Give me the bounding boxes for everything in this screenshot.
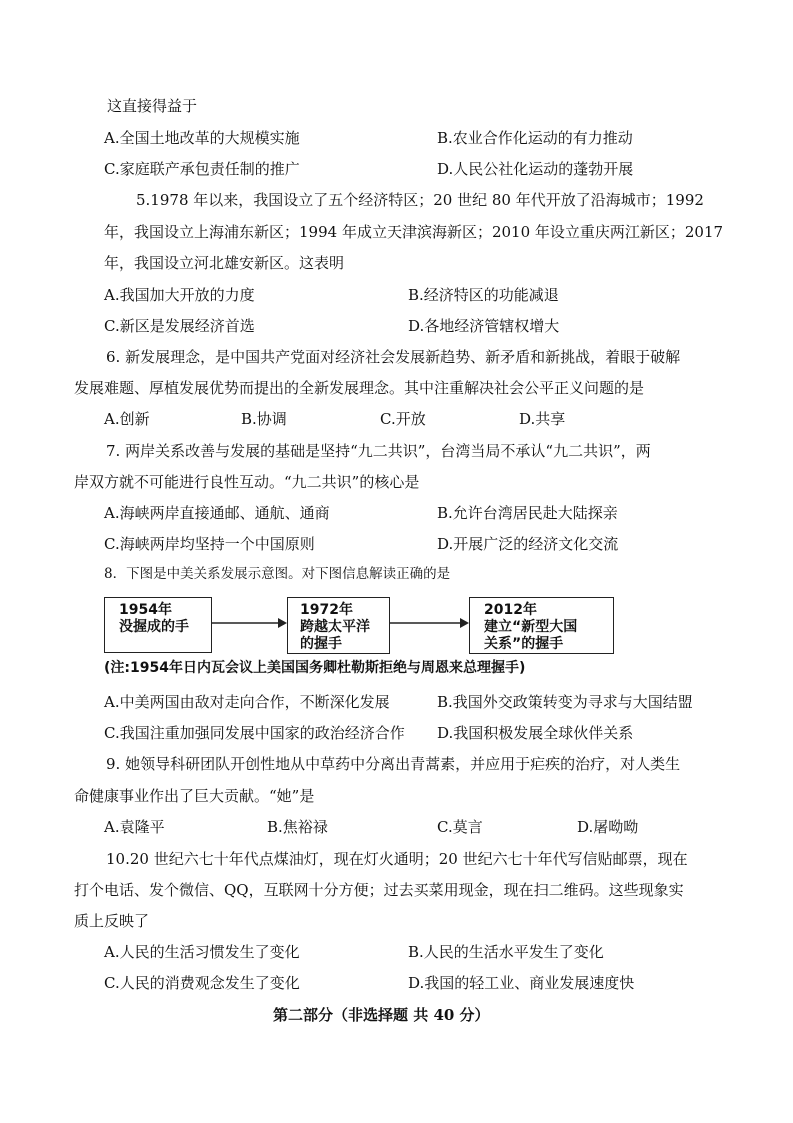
q6-option-d[interactable]: D.共享 bbox=[519, 410, 566, 428]
q8-option-d[interactable]: D.我国积极发展全球伙伴关系 bbox=[437, 724, 634, 742]
q4-stem-continuation: 这直接得益于 bbox=[107, 97, 198, 115]
q5-stem-line-3: 年，我国设立河北雄安新区。这表明 bbox=[104, 254, 345, 272]
q7-stem-line-1: 7. 两岸关系改善与发展的基础是坚持“九二共识”，台湾当局不承认“九二共识”，两 bbox=[106, 442, 651, 460]
q8-option-b[interactable]: B.我国外交政策转变为寻求与大国结盟 bbox=[437, 693, 693, 711]
q7-option-b[interactable]: B.允许台湾居民赴大陆探亲 bbox=[437, 504, 618, 522]
q8-option-c[interactable]: C.我国注重加强同发展中国家的政治经济合作 bbox=[104, 724, 405, 742]
q6-stem-line-1: 6. 新发展理念，是中国共产党面对经济社会发展新趋势、新矛盾和新挑战，着眼于破解 bbox=[106, 348, 681, 366]
q5-option-c[interactable]: C.新区是发展经济首选 bbox=[104, 317, 255, 335]
q8-stem: 8．下图是中美关系发展示意图。对下图信息解读正确的是 bbox=[104, 566, 451, 582]
q4-option-a[interactable]: A.全国土地改革的大规模实施 bbox=[104, 129, 300, 147]
q5-stem-line-2: 年，我国设立上海浦东新区；1994 年成立天津滨海新区；2010 年设立重庆两江新区；2017 bbox=[104, 223, 724, 241]
q7-option-a[interactable]: A.海峡两岸直接通邮、通航、通商 bbox=[104, 504, 330, 522]
q9-option-d[interactable]: D.屠呦呦 bbox=[577, 818, 639, 836]
q10-option-c[interactable]: C.人民的消费观念发生了变化 bbox=[104, 974, 300, 992]
q6-option-c[interactable]: C.开放 bbox=[380, 410, 426, 428]
q10-stem-line-3: 质上反映了 bbox=[74, 912, 150, 930]
q8-diagram-note: (注:1954年日内瓦会议上美国国务卿杜勒斯拒绝与周恩来总理握手) bbox=[104, 660, 526, 676]
q6-option-b[interactable]: B.协调 bbox=[241, 410, 287, 428]
q8-diagram-box-2012 bbox=[469, 597, 614, 654]
q5-option-d[interactable]: D.各地经济管辖权增大 bbox=[408, 317, 560, 335]
q9-stem-line-1: 9. 她领导科研团队开创性地从中草药中分离出青蒿素，并应用于疟疾的治疗，对人类生 bbox=[106, 755, 681, 773]
q8-box3-year: 2012年 bbox=[484, 602, 537, 618]
q10-stem-line-2: 打个电话、发个微信、QQ，互联网十分方便；过去买菜用现金，现在扫二维码。这些现象实 bbox=[74, 881, 684, 899]
q6-stem-line-2: 发展难题、厚植发展优势而提出的全新发展理念。其中注重解决社会公平正义问题的是 bbox=[74, 379, 645, 397]
q7-stem-line-2: 岸双方就不可能进行良性互动。“九二共识”的核心是 bbox=[74, 473, 420, 491]
q4-option-c[interactable]: C.家庭联产承包责任制的推广 bbox=[104, 160, 300, 178]
q8-diagram-box-1972 bbox=[287, 597, 390, 654]
q8-option-a[interactable]: A.中美两国由敌对走向合作，不断深化发展 bbox=[104, 693, 390, 711]
q8-box3-text-1: 建立“新型大国 bbox=[484, 619, 578, 635]
q8-box1-year: 1954年 bbox=[119, 602, 172, 618]
q4-option-d[interactable]: D.人民公社化运动的蓬勃开展 bbox=[437, 160, 634, 178]
q10-option-d[interactable]: D.我国的轻工业、商业发展速度快 bbox=[408, 974, 635, 992]
part2-title: 第二部分（非选择题 共 40 分） bbox=[273, 1006, 490, 1024]
q9-option-c[interactable]: C.莫言 bbox=[437, 818, 483, 836]
q6-option-a[interactable]: A.创新 bbox=[104, 410, 150, 428]
q8-box2-text-1: 跨越太平洋 bbox=[300, 619, 370, 635]
q10-stem-line-1: 10.20 世纪六七十年代点煤油灯，现在灯火通明；20 世纪六七十年代写信贴邮票，现在 bbox=[106, 850, 688, 868]
q5-stem-line-1: 5.1978 年以来，我国设立了五个经济特区；20 世纪 80 年代开放了沿海城市；1992 bbox=[136, 191, 704, 209]
q8-box1-text: 没握成的手 bbox=[119, 619, 189, 635]
q8-diagram-box-1954 bbox=[104, 597, 212, 653]
q9-option-b[interactable]: B.焦裕禄 bbox=[267, 818, 328, 836]
q8-box2-year: 1972年 bbox=[300, 602, 353, 618]
q10-option-a[interactable]: A.人民的生活习惯发生了变化 bbox=[104, 943, 300, 961]
q5-option-a[interactable]: A.我国加大开放的力度 bbox=[104, 286, 255, 304]
q8-box2-text-2: 的握手 bbox=[300, 636, 342, 652]
q5-option-b[interactable]: B.经济特区的功能减退 bbox=[408, 286, 559, 304]
q9-stem-line-2: 命健康事业作出了巨大贡献。“她”是 bbox=[74, 787, 315, 805]
q7-option-c[interactable]: C.海峡两岸均坚持一个中国原则 bbox=[104, 535, 315, 553]
q10-option-b[interactable]: B.人民的生活水平发生了变化 bbox=[408, 943, 604, 961]
q7-option-d[interactable]: D.开展广泛的经济文化交流 bbox=[437, 535, 619, 553]
q8-box3-text-2: 关系”的握手 bbox=[484, 636, 564, 652]
q4-option-b[interactable]: B.农业合作化运动的有力推动 bbox=[437, 129, 633, 147]
q8-arrow-2 bbox=[390, 616, 469, 630]
q8-arrow-1 bbox=[212, 616, 287, 630]
q9-option-a[interactable]: A.袁隆平 bbox=[104, 818, 165, 836]
